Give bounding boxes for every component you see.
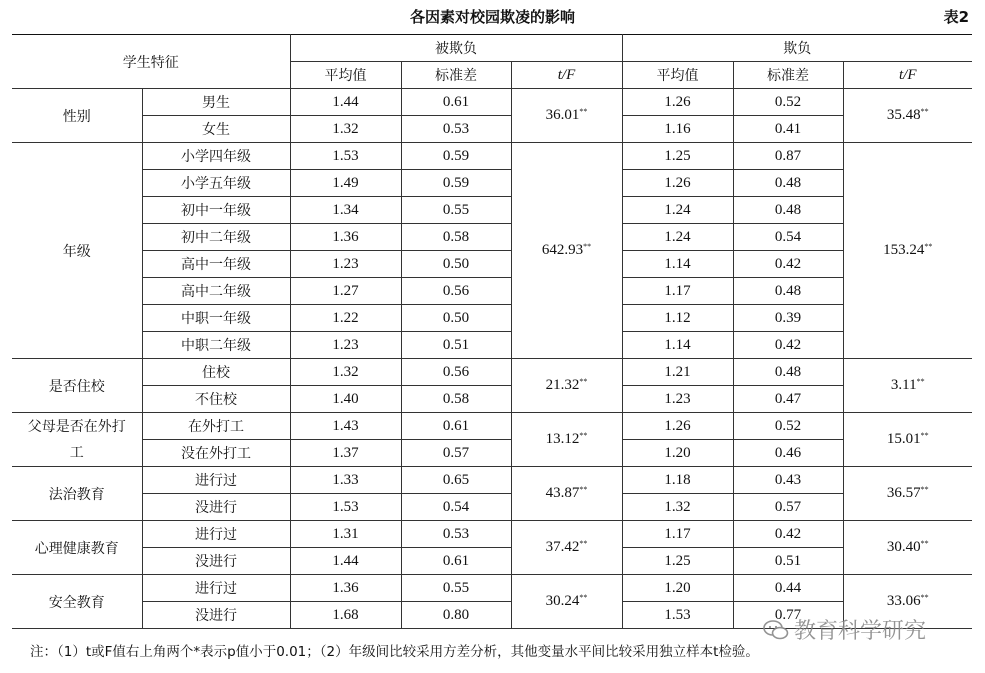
bully-sd: 0.44 (733, 575, 843, 602)
header-bully-sd: 标准差 (733, 62, 843, 89)
victim-mean: 1.31 (290, 521, 401, 548)
table-number: 表2 (943, 8, 969, 26)
victim-tf-value: 21.32 (545, 377, 580, 393)
bully-tf (843, 413, 972, 467)
bully-sd: 0.48 (733, 278, 843, 305)
row-label: 住校 (142, 359, 290, 386)
bully-sd: 0.52 (733, 89, 843, 116)
row-label: 小学四年级 (142, 143, 290, 170)
group-name: 性别 (12, 89, 142, 143)
row-label: 高中二年级 (142, 278, 290, 305)
significance-mark: ** (920, 431, 929, 440)
bully-tf-value: 33.06 (886, 593, 921, 609)
table-row (12, 224, 972, 251)
victim-sd: 0.58 (401, 224, 511, 251)
row-label: 女生 (142, 116, 290, 143)
victim-tf (511, 575, 622, 629)
bully-sd: 0.48 (733, 170, 843, 197)
bully-tf (843, 89, 972, 143)
bully-sd: 0.52 (733, 413, 843, 440)
bully-tf (843, 143, 972, 359)
table-row (12, 170, 972, 197)
row-label: 高中一年级 (142, 251, 290, 278)
table-row (12, 359, 972, 386)
victim-sd: 0.80 (401, 602, 511, 629)
table-row (12, 305, 972, 332)
victim-sd: 0.55 (401, 575, 511, 602)
victim-tf-value: 30.24 (545, 593, 580, 609)
table-row (12, 251, 972, 278)
results-table (12, 34, 972, 629)
header-victim-sd: 标准差 (401, 62, 511, 89)
header-bully-mean: 平均值 (622, 62, 733, 89)
header-victim-tf: t/F (511, 62, 622, 89)
bully-sd: 0.54 (733, 224, 843, 251)
bully-sd: 0.42 (733, 521, 843, 548)
significance-mark: ** (583, 242, 592, 251)
row-label: 没进行 (142, 494, 290, 521)
row-label: 男生 (142, 89, 290, 116)
victim-mean: 1.23 (290, 332, 401, 359)
bully-mean: 1.25 (622, 548, 733, 575)
victim-mean: 1.27 (290, 278, 401, 305)
row-label: 中职一年级 (142, 305, 290, 332)
row-label: 中职二年级 (142, 332, 290, 359)
significance-mark: ** (579, 593, 588, 602)
watermark-text: 教育科学研究 (794, 619, 927, 644)
header-victim: 被欺负 (290, 35, 622, 62)
victim-sd: 0.54 (401, 494, 511, 521)
victim-tf (511, 413, 622, 467)
victim-sd: 0.53 (401, 116, 511, 143)
table-row (12, 548, 972, 575)
bully-mean: 1.26 (622, 170, 733, 197)
victim-sd: 0.61 (401, 548, 511, 575)
table-row (12, 278, 972, 305)
significance-mark: ** (579, 431, 588, 440)
table-row (12, 386, 972, 413)
bully-mean: 1.53 (622, 602, 733, 629)
bully-mean: 1.32 (622, 494, 733, 521)
victim-mean: 1.36 (290, 224, 401, 251)
victim-tf (511, 521, 622, 575)
victim-mean: 1.32 (290, 359, 401, 386)
bully-sd: 0.46 (733, 440, 843, 467)
victim-tf (511, 89, 622, 143)
significance-mark: ** (920, 593, 929, 602)
row-label: 进行过 (142, 521, 290, 548)
table-title: 各因素对校园欺凌的影响 (409, 8, 575, 26)
bully-mean: 1.26 (622, 89, 733, 116)
significance-mark: ** (579, 539, 588, 548)
victim-mean: 1.44 (290, 89, 401, 116)
bully-mean: 1.26 (622, 413, 733, 440)
group-name: 心理健康教育 (12, 521, 142, 575)
bully-mean: 1.23 (622, 386, 733, 413)
victim-tf (511, 143, 622, 359)
victim-sd: 0.53 (401, 521, 511, 548)
bully-tf-value: 30.40 (886, 539, 921, 555)
bully-mean: 1.14 (622, 332, 733, 359)
bully-sd: 0.43 (733, 467, 843, 494)
significance-mark: ** (920, 485, 929, 494)
bully-mean: 1.14 (622, 251, 733, 278)
victim-sd: 0.58 (401, 386, 511, 413)
row-label: 在外打工 (142, 413, 290, 440)
row-label: 没进行 (142, 548, 290, 575)
victim-mean: 1.33 (290, 467, 401, 494)
bully-mean: 1.17 (622, 521, 733, 548)
victim-mean: 1.36 (290, 575, 401, 602)
table-row (12, 116, 972, 143)
victim-mean: 1.37 (290, 440, 401, 467)
watermark (762, 614, 926, 645)
bully-sd: 0.47 (733, 386, 843, 413)
row-label: 没进行 (142, 602, 290, 629)
row-label: 不住校 (142, 386, 290, 413)
bully-mean: 1.21 (622, 359, 733, 386)
victim-mean: 1.68 (290, 602, 401, 629)
victim-sd: 0.59 (401, 143, 511, 170)
group-name: 法治教育 (12, 467, 142, 521)
victim-mean: 1.34 (290, 197, 401, 224)
header-bully: 欺负 (622, 35, 972, 62)
table-row (12, 440, 972, 467)
victim-tf (511, 359, 622, 413)
bully-mean: 1.20 (622, 575, 733, 602)
victim-mean: 1.23 (290, 251, 401, 278)
victim-mean: 1.44 (290, 548, 401, 575)
victim-mean: 1.40 (290, 386, 401, 413)
significance-mark: ** (579, 377, 588, 386)
victim-mean: 1.32 (290, 116, 401, 143)
table-row (12, 521, 972, 548)
victim-tf-value: 43.87 (545, 485, 580, 501)
bully-mean: 1.17 (622, 278, 733, 305)
victim-mean: 1.22 (290, 305, 401, 332)
victim-tf (511, 467, 622, 521)
bully-tf-value: 15.01 (886, 431, 921, 447)
row-label: 进行过 (142, 575, 290, 602)
significance-mark: ** (916, 377, 925, 386)
table-row (12, 494, 972, 521)
bully-tf-value: 153.24 (883, 242, 925, 258)
victim-sd: 0.50 (401, 251, 511, 278)
bully-mean: 1.24 (622, 224, 733, 251)
bully-sd: 0.57 (733, 494, 843, 521)
victim-sd: 0.59 (401, 170, 511, 197)
table-row (12, 332, 972, 359)
victim-mean: 1.49 (290, 170, 401, 197)
table-row (12, 143, 972, 170)
significance-mark: ** (579, 485, 588, 494)
victim-tf-value: 36.01 (545, 107, 580, 123)
bully-sd: 0.87 (733, 143, 843, 170)
victim-sd: 0.55 (401, 197, 511, 224)
group-name: 是否住校 (12, 359, 142, 413)
bully-tf-value: 35.48 (886, 107, 921, 123)
bully-sd: 0.48 (733, 197, 843, 224)
bully-sd: 0.42 (733, 251, 843, 278)
bully-sd: 0.42 (733, 332, 843, 359)
row-label: 进行过 (142, 467, 290, 494)
significance-mark: ** (924, 242, 933, 251)
row-label: 小学五年级 (142, 170, 290, 197)
bully-sd: 0.48 (733, 359, 843, 386)
group-name: 父母是否在外打工 (12, 413, 142, 467)
bully-tf (843, 521, 972, 575)
victim-mean: 1.53 (290, 494, 401, 521)
table-row (12, 197, 972, 224)
victim-sd: 0.61 (401, 89, 511, 116)
bully-mean: 1.20 (622, 440, 733, 467)
row-label: 没在外打工 (142, 440, 290, 467)
victim-sd: 0.56 (401, 359, 511, 386)
header-feature: 学生特征 (12, 35, 290, 89)
group-name: 安全教育 (12, 575, 142, 629)
row-label: 初中二年级 (142, 224, 290, 251)
significance-mark: ** (920, 107, 929, 116)
bully-sd: 0.77 (733, 602, 843, 629)
victim-mean: 1.43 (290, 413, 401, 440)
victim-tf-value: 642.93 (541, 242, 584, 258)
header-bully-tf: t/F (843, 62, 972, 89)
victim-tf-value: 13.12 (545, 431, 580, 447)
wechat-logo-icon (762, 619, 790, 641)
bully-tf (843, 467, 972, 521)
table-body (12, 89, 972, 629)
bully-sd: 0.39 (733, 305, 843, 332)
bully-tf (843, 359, 972, 413)
significance-mark: ** (579, 107, 588, 116)
table-row (12, 467, 972, 494)
bully-tf-value: 3.11 (890, 377, 917, 393)
table-row (12, 575, 972, 602)
victim-tf-value: 37.42 (545, 539, 580, 555)
bully-mean: 1.18 (622, 467, 733, 494)
bully-mean: 1.12 (622, 305, 733, 332)
significance-mark: ** (920, 539, 929, 548)
victim-sd: 0.61 (401, 413, 511, 440)
victim-sd: 0.51 (401, 332, 511, 359)
bully-mean: 1.25 (622, 143, 733, 170)
header-victim-mean: 平均值 (290, 62, 401, 89)
group-name: 年级 (12, 143, 142, 359)
victim-sd: 0.56 (401, 278, 511, 305)
bully-mean: 1.24 (622, 197, 733, 224)
victim-sd: 0.65 (401, 467, 511, 494)
victim-mean: 1.53 (290, 143, 401, 170)
table-row (12, 413, 972, 440)
bully-sd: 0.51 (733, 548, 843, 575)
victim-sd: 0.57 (401, 440, 511, 467)
bully-tf-value: 36.57 (886, 485, 921, 501)
row-label: 初中一年级 (142, 197, 290, 224)
bully-mean: 1.16 (622, 116, 733, 143)
victim-sd: 0.50 (401, 305, 511, 332)
table-row (12, 89, 972, 116)
table-note: 注：（1）t或F值右上角两个*表示p值小于0.01；（2）年级间比较采用方差分析，其他变量水平间比较采用独立样本t检验。 (30, 644, 759, 660)
bully-sd: 0.41 (733, 116, 843, 143)
